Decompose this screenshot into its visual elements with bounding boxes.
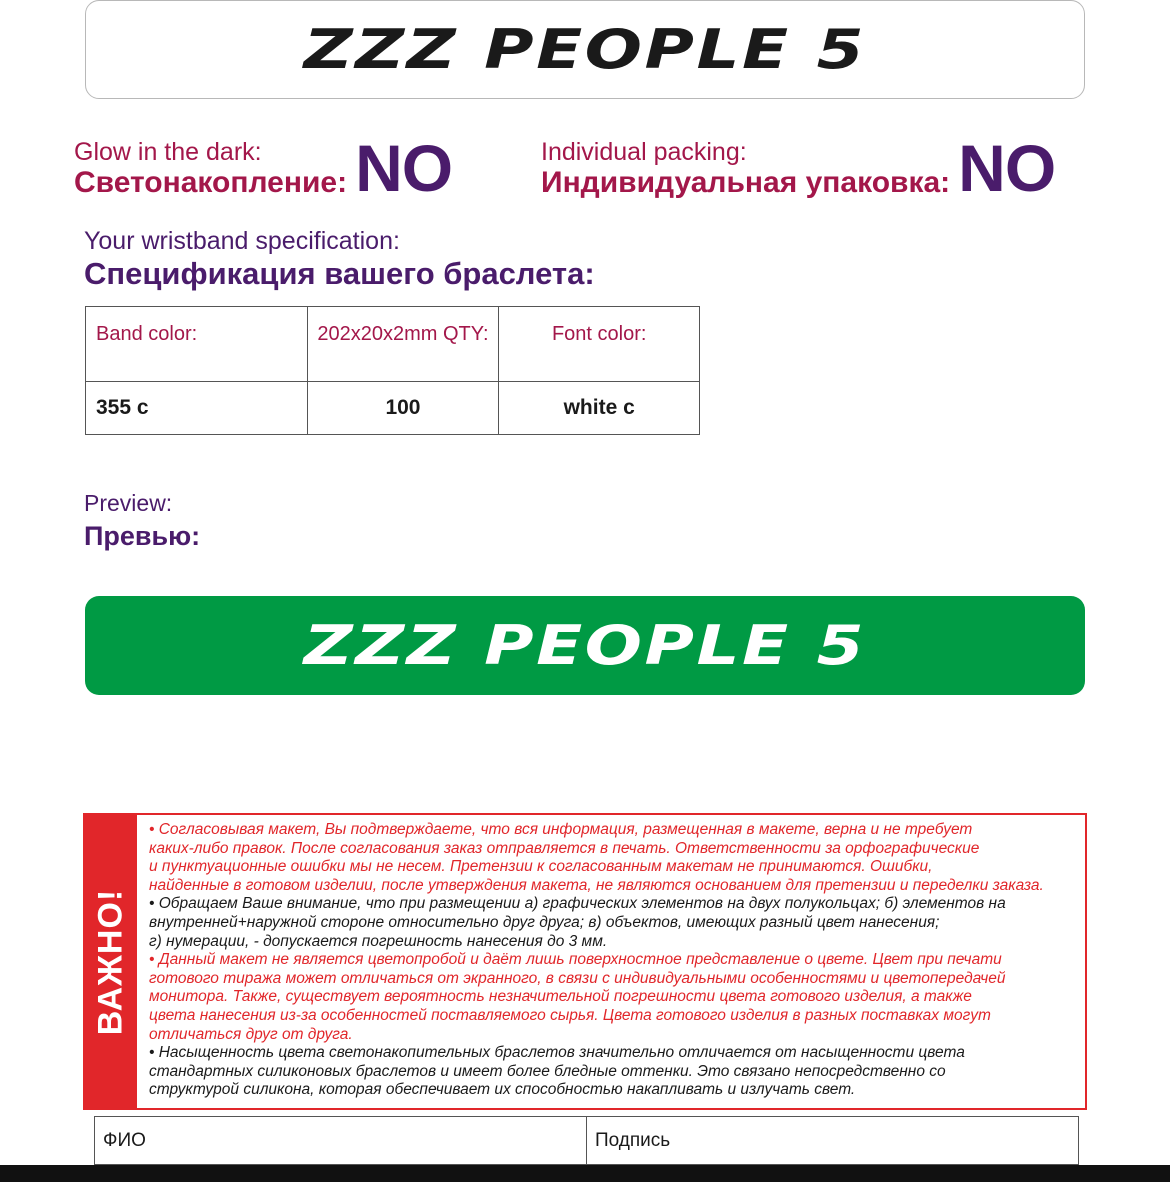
- notice-paragraph: [149, 1044, 1044, 1100]
- preview-title-ru: Превью:: [84, 521, 201, 551]
- notice-body: [137, 815, 1052, 1108]
- notice-line: • Обращаем Ваше внимание, что при размещении а) графических элементов на двух полукольцах; б) элементов на: [149, 895, 1006, 913]
- preview-title: [84, 489, 200, 555]
- spec-header-band-color: Band color:: [86, 307, 308, 382]
- packing-label-en: Individual packing:: [541, 138, 747, 166]
- packing-value: NO: [958, 131, 1056, 205]
- notice-line: каких-либо правок. После согласования заказ отправляется в печать. Ответственности за орфографические: [149, 839, 980, 857]
- bottom-bar: [0, 1165, 1170, 1182]
- notice-line: цвета нанесения из-за особенностей поставляемого сырья. Цвета готового изделия в разных поставках могут: [149, 1006, 991, 1024]
- spec-header-font-color: Font color:: [499, 307, 700, 382]
- packing-label-ru: Индивидуальная упаковка:: [541, 166, 951, 199]
- spec-header-qty: 202x20x2mm QTY:: [307, 307, 499, 382]
- notice-line: монитора. Также, существует вероятность незначительной погрешности цвета готового изделия, а также: [149, 988, 972, 1006]
- spec-value-qty: 100: [307, 382, 499, 435]
- signature-table: [94, 1116, 1079, 1165]
- notice-line: г) нумерации, - допускается погрешность нанесения до 3 мм.: [149, 932, 608, 950]
- notice-line: • Согласовывая макет, Вы подтверждаете, что вся информация, размещенная в макете, верна и не требует: [149, 821, 973, 838]
- notice-line: готового тиража может отличаться от экранного, в связи с индивидуальными особенностями и цветопередачей: [149, 969, 1006, 987]
- notice-side-text: ВАЖНО!: [91, 888, 130, 1035]
- notice-paragraph: [149, 951, 1044, 1044]
- spec-value-font-color: white c: [499, 382, 700, 435]
- packing-option: [541, 131, 1056, 205]
- logo-box: [85, 0, 1085, 99]
- notice-line: структурой силикона, которая обеспечивает их способностью накапливать и излучать свет.: [149, 1081, 856, 1099]
- notice-side-label: [85, 815, 137, 1108]
- glow-value: NO: [355, 131, 453, 205]
- glow-option: [74, 131, 453, 205]
- wristband-text: ZZZ PEOPLE 5: [303, 614, 867, 677]
- logo-text: ZZZ PEOPLE 5: [303, 18, 867, 81]
- spec-value-band-color: 355 c: [86, 382, 308, 435]
- notice-line: стандартных силиконовых браслетов и имеет более бледные оттенки. Это связано непосредственно со: [149, 1062, 946, 1080]
- notice-line: отличаться друг от друга.: [149, 1025, 353, 1043]
- important-notice: [83, 813, 1087, 1110]
- spec-value-row: [86, 382, 700, 435]
- spec-header-row: [86, 307, 700, 382]
- notice-line: • Насыщенность цвета светонакопительных браслетов значительно отличается от насыщенности цвета: [149, 1044, 965, 1062]
- signature-row: [95, 1117, 1079, 1165]
- signature-field[interactable]: Подпись: [587, 1117, 1079, 1165]
- wristband-preview: [85, 596, 1085, 695]
- notice-paragraph: [149, 895, 1044, 951]
- notice-line: внутренней+наружной стороне относительно друг друга; в) объектов, имеющих разный цвет нанесения;: [149, 913, 940, 931]
- spec-title-ru: Спецификация вашего браслета:: [84, 256, 595, 291]
- spec-title: [84, 226, 595, 292]
- spec-table: [85, 306, 700, 435]
- notice-line: и пунктуационные ошибки мы не несем. Претензии к согласованным макетам не принимаются. Ошибки,: [149, 858, 933, 876]
- notice-line: найденные в готовом изделии, после утверждения макета, не являются основанием для претензии и переделки заказа.: [149, 876, 1044, 894]
- notice-paragraph: [149, 821, 1044, 895]
- preview-title-en: Preview:: [84, 490, 173, 516]
- glow-label-en: Glow in the dark:: [74, 138, 262, 166]
- spec-title-en: Your wristband specification:: [84, 227, 400, 255]
- glow-label-ru: Светонакопление:: [74, 166, 348, 199]
- notice-line: • Данный макет не является цветопробой и даёт лишь поверхностное представление о цвете. Цвет при печати: [149, 951, 1002, 969]
- name-field[interactable]: ФИО: [95, 1117, 587, 1165]
